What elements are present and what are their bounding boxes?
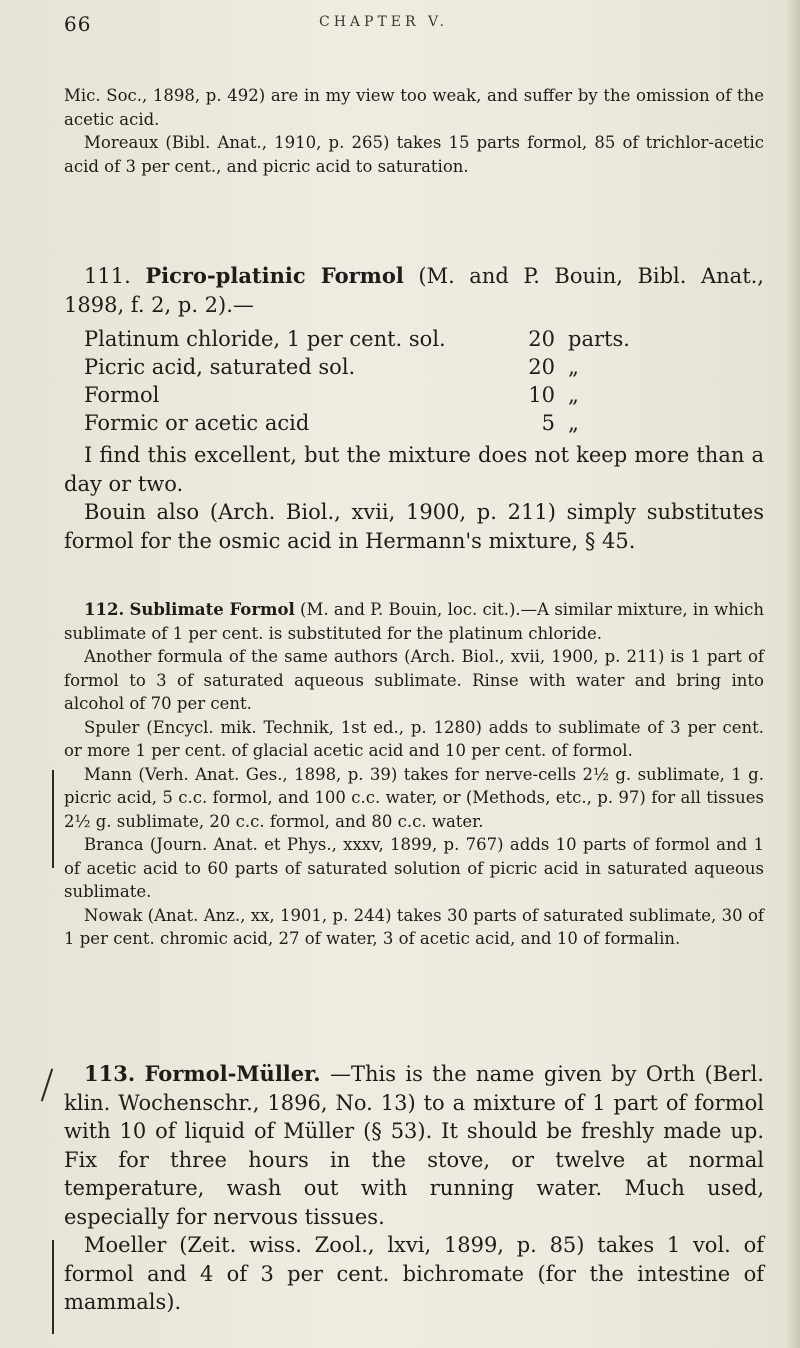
ingredient-quantity: 5 [541,411,555,435]
section-112-paragraph: Nowak (Anat. Anz., xx, 1901, p. 244) takes 30 parts of saturated sublimate, 30 of 1 per cent. chromic acid, 27 of water, 3 of acetic acid, and 10 of formalin. [64,905,764,948]
recipe-row [84,325,724,353]
margin-mark [52,1240,54,1334]
section-113-paragraph-2: Moeller (Zeit. wiss. Zool., lxvi, 1899, p. 85) takes 1 vol. of formol and 4 of 3 per cent. bichromate (for the intestine of mammals). [64,1233,764,1314]
ingredient-unit: „ [568,355,579,379]
section-111-body [64,441,764,555]
ingredient-unit: „ [568,411,579,435]
section-113 [64,1060,764,1317]
section-112-paragraph: Spuler (Encycl. mik. Technik, 1st ed., p. 1280) adds to sublimate of 3 per cent. or more 1 per cent. of glacial acetic acid and 10 per cent. of formol. [64,717,764,760]
recipe-row [84,381,724,409]
margin-mark [41,1069,53,1102]
ingredient-quantity: 20 [528,355,555,379]
section-111-paragraph-1: I find this excellent, but the mixture does not keep more than a day or two. [64,443,764,496]
recipe-table [84,325,724,437]
section-111-citation: (M. and P. Bouin, Bibl. Anat., 1898, f. 2, p. 2).— [64,264,764,317]
page-number: 66 [64,12,92,36]
ingredient-name: Platinum chloride, 1 per cent. sol. [84,327,446,351]
ingredient-name: Picric acid, saturated sol. [84,355,356,379]
section-112-paragraph: Another formula of the same authors (Arch. Biol., xvii, 1900, p. 211) is 1 part of formol to 3 of saturated aqueous sublimate. Rinse with water and bring into alcohol of 70 per cent. [64,647,764,713]
section-112-paragraph: Mann (Verh. Anat. Ges., 1898, p. 39) takes for nerve-cells 2½ g. sublimate, 1 g. picric acid, 5 c.c. formol, and 100 c.c. water, or (Methods, etc., p. 97) for all tissues 2½ g. sublimate, 20 c.c. formol, and 80 c.c. water. [64,764,764,831]
margin-mark [52,770,54,868]
page-edge-shadow [786,0,800,1348]
continuation-text [64,84,764,178]
ingredient-unit: parts. [568,327,630,351]
section-111-heading [64,262,764,319]
section-112-title: Sublimate Formol [129,600,295,619]
continuation-line-2: Moreaux (Bibl. Anat., 1910, p. 265) takes 15 parts formol, 85 of trichlor-acetic acid of 3 per cent., and picric acid to saturation. [64,133,764,176]
section-111-number: 111. [84,264,131,288]
section-112-citation: (M. and P. Bouin, loc. cit.).—A similar mixture, in which sublimate of 1 per cent. is substituted for the platinum chloride. [64,600,764,643]
section-111-title: Picro-platinic Formol [145,263,404,288]
recipe-row [84,409,724,437]
ingredient-name: Formic or acetic acid [84,411,310,435]
section-112-paragraph: Branca (Journ. Anat. et Phys., xxxv, 1899, p. 767) adds 10 parts of formol and 1 of acetic acid to 60 parts of saturated solution of picric acid in saturated aqueous sublimate. [64,835,764,901]
section-113-text: —This is the name given by Orth (Berl. klin. Wochenschr., 1896, No. 13) to a mixture of 1 part of formol with 10 of liquid of Müller (§ 53). It should be freshly made up. Fix for three hours in the stove, or twelve at normal temperature, wash out with running water. Much used, especially for nervous tissues. [64,1062,764,1229]
recipe-row [84,353,724,381]
section-111-paragraph-2: Bouin also (Arch. Biol., xvii, 1900, p. 211) simply substitutes formol for the osmic acid in Hermann's mixture, § 45. [64,500,764,553]
ingredient-quantity: 10 [528,383,555,407]
running-head: CHAPTER V. [319,14,449,30]
page-header [64,12,764,48]
ingredient-name: Formol [84,383,160,407]
section-112 [64,598,764,951]
ingredient-quantity: 20 [528,327,555,351]
continuation-line-1: Mic. Soc., 1898, p. 492) are in my view too weak, and suffer by the omission of the acetic acid. [64,86,764,129]
section-112-number: 112. [84,600,125,619]
ingredient-unit: „ [568,383,579,407]
section-113-title: Formol-Müller. [144,1061,321,1086]
section-113-number: 113. [84,1061,136,1086]
